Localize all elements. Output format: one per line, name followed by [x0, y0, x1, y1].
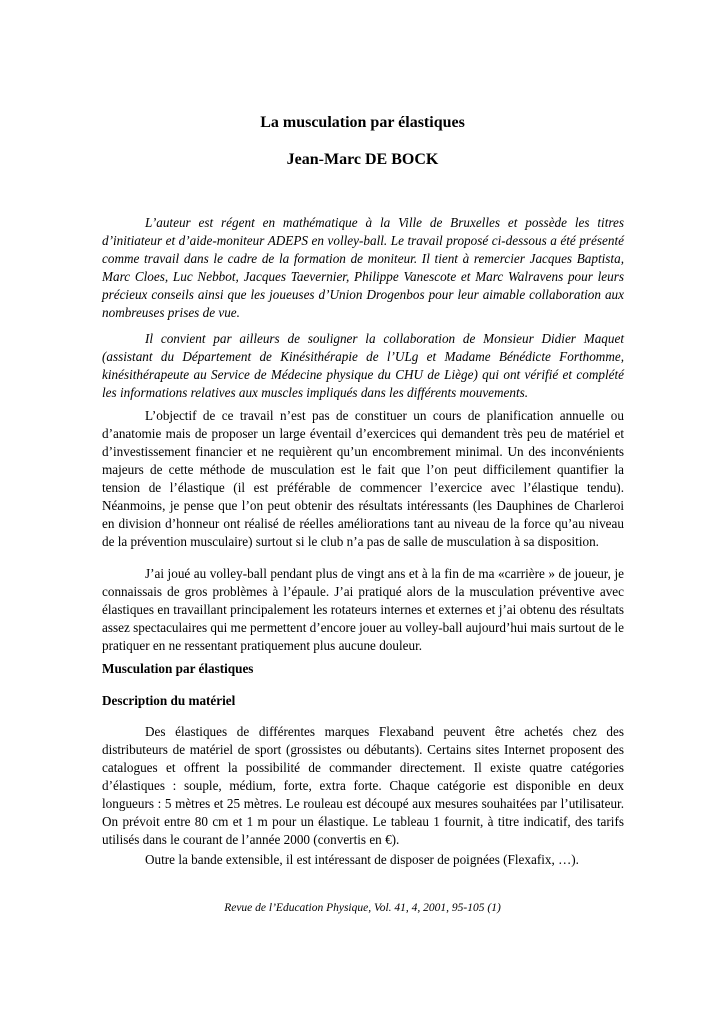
article-author: Jean-Marc DE BOCK	[286, 151, 439, 168]
journal-citation: Revue de l’Education Physique, Vol. 41, 4, 2001, 95-105 (1)	[224, 902, 501, 914]
experience-paragraph: J’ai joué au volley-ball pendant plus de vingt ans et à la fin de ma «carrière » de joueur, je connaissais de gros problèmes à l’épaule. J’ai pratiqué alors de la musculation préventive avec élastiques en travaillant principalement les rotateurs internes et externes et j’ai obtenu des résultats assez spectaculaires qui me permettent d’encore jouer au volley-ball aujourd’hui mais surtout de le pratiquer en ne ressentant pratiquement plus aucune douleur.	[102, 566, 624, 653]
article-title: La musculation par élastiques	[260, 114, 465, 131]
material-paragraph: Des élastiques de différentes marques Flexaband peuvent être achetés chez des distributeurs de matériel de sport (grossistes ou débutants). Certains sites Internet proposent des catalogues et offrent la possibilité de commander directement. Il existe quatre catégories d’élastiques : souple, médium, forte, extra forte. Chaque catégorie est disponible en deux longueurs : 5 mètres et 25 mètres. Le rouleau est découpé aux mesures souhaitées par l’utilisateur. On prévoit entre 80 cm et 1 m pour un élastique. Le tableau 1 fournit, à titre indicatif, des tarifs utilisés dans le courant de l’année 2000 (convertis en €).	[102, 724, 624, 847]
acknowledgement-paragraph: Il convient par ailleurs de souligner la collaboration de Monsieur Didier Maquet (assistant du Département de Kinésithérapie de l’ULg et Madame Bénédicte Forthomme, kinésithérapeute au Service de Médecine physique du CHU de Liège) qui ont vérifié et complété les informations relatives aux muscles impliqués dans les différents mouvements.	[102, 331, 624, 400]
handles-paragraph: Outre la bande extensible, il est intéressant de disposer de poignées (Flexafix, …).	[145, 852, 579, 867]
subsection-heading: Description du matériel	[102, 693, 236, 708]
author-note-paragraph: L’auteur est régent en mathématique à la Ville de Bruxelles et possède les titres d’initiateur et d’aide-moniteur ADEPS en volley-ball. Le travail proposé ci-dessous a été présenté comme travail dans le cadre de la formation de moniteur. Il tient à remercier Jacques Baptista, Marc Cloes, Luc Nebbot, Jacques Taevernier, Philippe Vanescote et Marc Walravens pour leurs précieux conseils ainsi que les joueuses d’Union Drogenbos pour leur aimable collaboration aux nombreuses prises de vue.	[102, 215, 624, 320]
objective-paragraph: L’objectif de ce travail n’est pas de constituer un cours de planification annuelle ou d’anatomie mais de proposer un large éventail d’exercices qui demandent très peu de matériel et d’investissement financier et ne requièrent qu’un encombrement minimal. Un des inconvénients majeurs de cette méthode de musculation est le fait que l’on peut difficilement quantifier la tension de l’élastique (il est préférable de commencer l’exercice avec l’élastique tendu). Néanmoins, je pense que l’on peut obtenir des résultats intéressants (les Dauphines de Charleroi en division d’honneur ont réalisé de réelles améliorations tant au niveau de la force qu’au niveau de la prévention musculaire) surtout si le club n’a pas de salle de musculation à sa disposition.	[102, 408, 624, 549]
section-heading: Musculation par élastiques	[102, 661, 254, 676]
